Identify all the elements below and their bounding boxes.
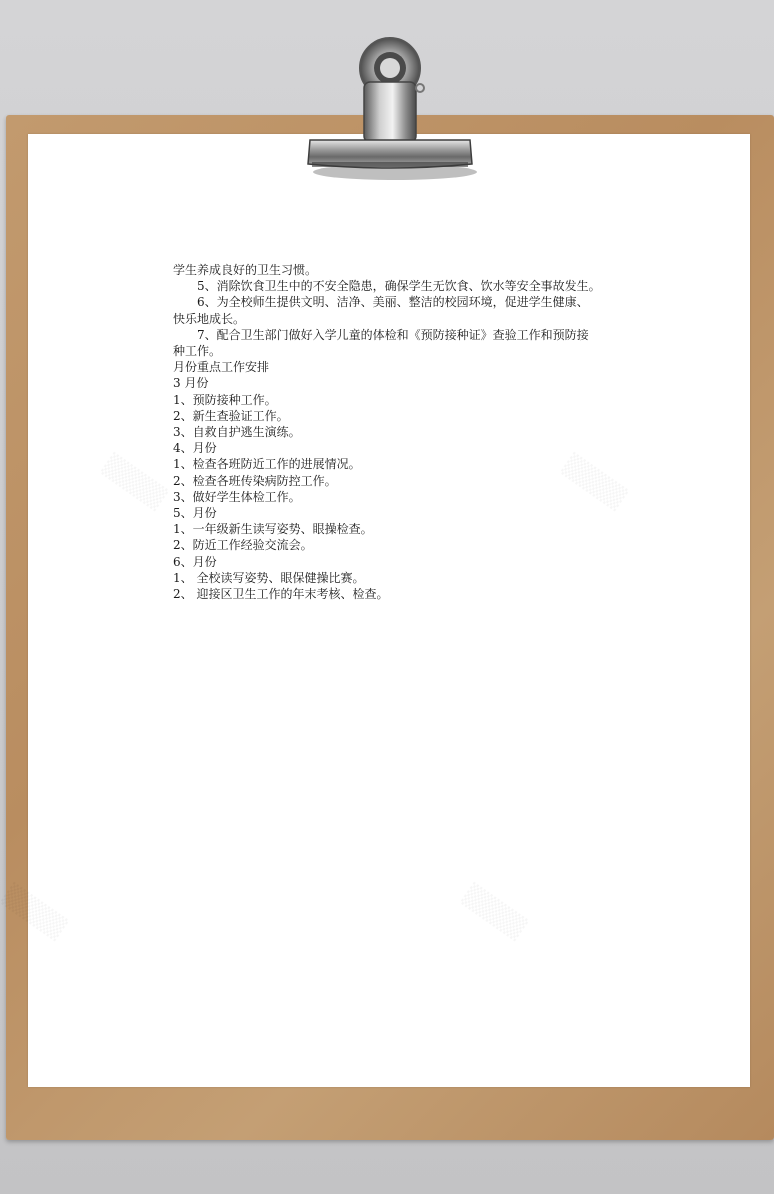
document-line: 1、预防接种工作。 [173, 392, 277, 407]
document-line: 2、检查各班传染病防控工作。 [173, 473, 337, 488]
document-line: 1、一年级新生读写姿势、眼操检查。 [173, 522, 373, 537]
document-line: 2、 迎接区卫生工作的年末考核、检查。 [173, 587, 389, 602]
document-line: 3 月份 [173, 376, 209, 391]
document-line: 快乐地成长。 [173, 311, 246, 326]
document-body [173, 262, 613, 602]
document-line: 3、做好学生体检工作。 [173, 489, 301, 504]
document-line: 3、自救自护逃生演练。 [173, 425, 301, 440]
document-line: 6、月份 [173, 554, 217, 569]
document-line: 学生养成良好的卫生习惯。 [173, 263, 318, 277]
binder-clip-icon [300, 22, 480, 182]
document-line: 4、月份 [173, 441, 217, 456]
document-line: 7、配合卫生部门做好入学儿童的体检和《预防接种证》查验工作和预防接 [197, 327, 589, 342]
document-line: 2、防近工作经验交流会。 [173, 538, 313, 553]
document-line: 种工作。 [173, 344, 222, 359]
document-line: 月份重点工作安排 [173, 360, 270, 375]
document-line: 5、月份 [173, 506, 217, 521]
document-line: 2、新生查验证工作。 [173, 408, 289, 423]
document-line: 1、检查各班防近工作的进展情况。 [173, 457, 361, 472]
document-line: 1、 全校读写姿势、眼保健操比赛。 [173, 570, 365, 585]
document-line: 6、为全校师生提供文明、洁净、美丽、整洁的校园环境，促进学生健康、 [197, 295, 589, 310]
document-line: 5、消除饮食卫生中的不安全隐患，确保学生无饮食、饮水等安全事故发生。 [197, 279, 601, 294]
